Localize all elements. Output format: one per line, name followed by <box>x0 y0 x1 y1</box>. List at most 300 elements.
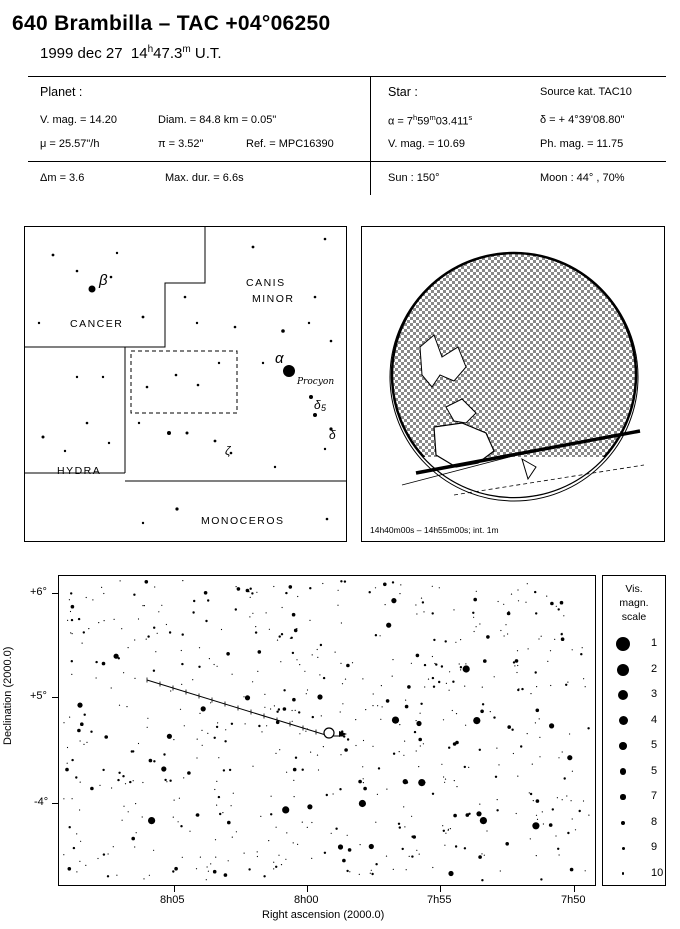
background-star <box>515 659 519 663</box>
background-star <box>282 806 289 813</box>
legend-row <box>603 658 679 682</box>
background-star <box>416 720 417 721</box>
background-star <box>432 677 434 679</box>
ytick-mark <box>52 803 58 804</box>
background-star <box>196 868 197 869</box>
background-star <box>285 859 286 860</box>
background-star <box>187 771 191 775</box>
background-star <box>252 766 253 767</box>
background-star <box>173 739 174 740</box>
background-star <box>103 853 105 855</box>
asteroid-track <box>147 680 345 736</box>
background-star <box>359 800 366 807</box>
background-star <box>70 592 72 594</box>
background-star <box>539 718 540 719</box>
ytick-6: +6° <box>30 586 47 598</box>
background-star <box>184 725 185 726</box>
background-star <box>420 703 422 705</box>
background-star <box>453 609 454 610</box>
background-star <box>448 829 449 830</box>
background-star <box>227 821 231 825</box>
background-star <box>200 857 201 858</box>
background-star <box>281 633 283 635</box>
background-star <box>583 678 584 679</box>
background-star <box>255 631 257 633</box>
background-star <box>563 615 564 616</box>
background-star <box>257 671 258 672</box>
background-star <box>249 616 250 617</box>
background-star <box>476 811 481 816</box>
background-star <box>63 854 64 855</box>
background-star <box>182 633 184 635</box>
background-star <box>126 706 127 707</box>
background-star <box>392 659 393 660</box>
background-star <box>276 827 277 828</box>
background-star <box>102 662 106 666</box>
background-star <box>588 815 589 816</box>
background-star <box>537 819 538 820</box>
background-star <box>407 685 411 689</box>
background-star <box>438 681 440 683</box>
background-star <box>215 857 216 858</box>
background-star <box>210 702 211 703</box>
background-star <box>321 715 322 716</box>
background-star <box>204 591 208 595</box>
background-star <box>359 874 360 875</box>
background-star <box>307 804 312 809</box>
background-star <box>218 757 219 758</box>
background-star <box>423 611 424 612</box>
background-star <box>233 793 234 794</box>
background-star <box>208 871 209 872</box>
background-star <box>278 708 280 710</box>
background-star <box>473 717 480 724</box>
legend-mag-label: 7 <box>651 790 658 802</box>
background-star <box>270 708 271 709</box>
legend-dot <box>620 768 626 774</box>
background-star <box>362 678 363 679</box>
background-star <box>273 586 274 587</box>
xtick-mark <box>174 886 175 892</box>
background-star <box>113 846 114 847</box>
background-star <box>507 612 511 616</box>
label-canis: CANIS <box>246 277 286 289</box>
background-star <box>172 870 174 872</box>
background-star <box>432 867 433 868</box>
background-star <box>166 624 167 625</box>
background-star <box>486 830 487 831</box>
planet-diameter: Diam. = 84.8 km = 0.05" <box>158 114 277 126</box>
background-star <box>80 841 81 842</box>
event-hours: 14 <box>130 45 148 62</box>
background-star <box>214 737 216 739</box>
background-star <box>419 854 420 855</box>
background-star <box>335 828 337 830</box>
background-star <box>530 693 531 694</box>
hours-unit: h <box>147 44 154 55</box>
background-star <box>500 630 501 631</box>
background-star <box>147 635 149 637</box>
background-star <box>296 659 297 660</box>
background-star <box>468 767 469 768</box>
background-star <box>102 769 104 771</box>
background-star <box>90 787 94 791</box>
background-star <box>399 751 400 752</box>
background-star <box>486 635 490 639</box>
background-star <box>443 719 444 720</box>
background-star <box>276 711 278 713</box>
background-star <box>567 682 568 683</box>
background-star <box>180 709 181 710</box>
background-star <box>527 583 528 584</box>
background-star <box>587 727 589 729</box>
background-star <box>182 857 183 858</box>
background-star <box>527 733 528 734</box>
background-star <box>144 605 145 606</box>
background-star <box>344 748 348 752</box>
background-star <box>393 753 395 755</box>
background-star <box>520 745 522 747</box>
background-star <box>406 869 407 870</box>
background-star <box>192 679 193 680</box>
background-star <box>481 879 483 881</box>
background-star <box>572 649 573 650</box>
background-star <box>347 835 348 836</box>
background-star <box>445 779 446 780</box>
background-star <box>464 766 466 768</box>
background-star <box>76 833 77 834</box>
background-star <box>207 866 208 867</box>
background-star <box>133 780 134 781</box>
background-star <box>164 779 166 781</box>
background-star <box>323 677 325 679</box>
background-star <box>455 642 456 643</box>
background-star <box>445 640 447 642</box>
background-star <box>80 782 81 783</box>
background-star <box>556 606 557 607</box>
background-star <box>517 776 518 777</box>
background-star <box>246 589 250 593</box>
background-star <box>282 607 283 608</box>
background-star <box>424 686 425 687</box>
background-star <box>540 878 542 880</box>
background-star <box>236 831 237 832</box>
star-alpha-sec: 03.411 <box>435 115 469 128</box>
background-star <box>312 654 313 655</box>
background-star <box>317 694 322 699</box>
star-beta-cancri <box>89 286 96 293</box>
star-chart <box>58 575 596 886</box>
background-star <box>495 776 497 778</box>
background-star <box>346 870 348 872</box>
background-star <box>498 601 499 602</box>
background-star <box>358 780 362 784</box>
legend-dot <box>622 872 624 874</box>
legend-dot <box>619 716 628 725</box>
minutes-unit: m <box>182 44 191 55</box>
background-star <box>206 879 207 880</box>
legend-dot <box>619 742 627 750</box>
background-star <box>443 776 444 777</box>
background-star <box>107 875 109 877</box>
background-star <box>558 608 560 610</box>
background-star <box>375 822 376 823</box>
background-star <box>565 684 567 686</box>
background-star <box>392 676 393 677</box>
background-star <box>202 745 203 746</box>
alpha-m-unit: m <box>429 113 436 122</box>
planet-motion: μ = 25.57"/h <box>40 138 100 150</box>
background-star <box>416 721 421 726</box>
background-star <box>289 585 293 589</box>
label-zeta: ζ <box>225 444 231 458</box>
background-star <box>275 753 276 754</box>
background-star <box>86 597 87 598</box>
star-phmag: Ph. mag. = 11.75 <box>540 138 624 150</box>
background-star <box>266 725 267 726</box>
legend-dot <box>620 794 625 799</box>
background-star <box>229 769 231 771</box>
background-star <box>84 714 86 716</box>
legend-row <box>603 836 679 860</box>
globe-map-svg <box>362 227 664 541</box>
background-star <box>386 699 390 703</box>
max-duration: Max. dur. = 6.6s <box>165 172 244 184</box>
background-star <box>264 707 265 708</box>
background-star <box>416 654 420 658</box>
background-star <box>142 816 143 817</box>
background-star <box>547 661 548 662</box>
background-star <box>405 705 409 709</box>
background-star <box>380 635 381 636</box>
background-star <box>71 619 73 621</box>
background-star <box>562 799 563 800</box>
background-star <box>360 844 361 845</box>
background-star <box>136 832 137 833</box>
background-star <box>399 593 400 594</box>
background-star <box>517 589 518 590</box>
background-star <box>420 713 421 714</box>
background-star <box>480 710 484 714</box>
background-star <box>411 836 413 838</box>
xtick-8h00: 8h00 <box>294 894 319 906</box>
background-star <box>342 683 343 684</box>
header-rule-mid <box>28 161 666 162</box>
background-star <box>452 681 454 683</box>
background-star <box>381 685 382 686</box>
background-star <box>432 586 433 587</box>
background-star <box>82 643 83 644</box>
background-star <box>312 716 314 718</box>
background-star <box>411 663 412 664</box>
background-star <box>326 794 328 796</box>
background-star <box>154 586 155 587</box>
background-star <box>344 580 346 582</box>
background-star <box>433 686 435 688</box>
background-star <box>449 690 450 691</box>
background-star <box>310 752 311 753</box>
background-star <box>294 629 298 633</box>
background-star <box>342 859 346 863</box>
background-star <box>143 878 144 879</box>
xtick-8h05: 8h05 <box>160 894 185 906</box>
background-star <box>174 800 175 801</box>
legend-row <box>603 785 679 809</box>
planet-heading: Planet : <box>40 85 83 99</box>
background-star <box>433 639 435 641</box>
background-star <box>530 838 531 839</box>
background-star <box>275 866 277 868</box>
background-star <box>218 796 220 798</box>
background-star <box>128 811 129 812</box>
legend-dot <box>617 664 629 676</box>
background-star <box>439 587 440 588</box>
background-star <box>207 733 208 734</box>
background-star <box>530 793 532 795</box>
background-star <box>273 868 274 869</box>
background-star <box>264 694 265 695</box>
legend-dot <box>616 637 630 651</box>
background-star <box>340 754 341 755</box>
background-star <box>403 755 404 756</box>
background-star <box>169 631 171 633</box>
background-star <box>355 745 356 746</box>
background-star <box>539 756 540 757</box>
background-star <box>277 640 278 641</box>
background-star <box>529 792 530 793</box>
background-star <box>180 825 182 827</box>
background-star <box>134 678 135 679</box>
background-star <box>347 738 349 740</box>
background-star <box>349 871 350 872</box>
background-star <box>173 817 174 818</box>
background-star <box>167 734 172 739</box>
background-star <box>225 729 226 730</box>
background-star <box>399 724 400 725</box>
background-star <box>243 696 244 697</box>
legend-mag-label: 5 <box>651 739 658 751</box>
background-star <box>385 604 386 605</box>
background-star <box>309 620 310 621</box>
background-star <box>317 649 318 650</box>
planet-reference: Ref. = MPC16390 <box>246 138 334 150</box>
background-star <box>318 769 319 770</box>
background-star <box>402 848 404 850</box>
background-star <box>292 652 294 654</box>
background-star <box>536 709 540 713</box>
background-star <box>224 740 226 742</box>
background-star <box>494 676 495 677</box>
background-star <box>400 584 401 585</box>
background-star <box>79 809 80 810</box>
background-star <box>278 855 279 856</box>
background-star <box>532 822 539 829</box>
background-star <box>418 779 425 786</box>
background-star <box>258 725 260 727</box>
background-star <box>129 781 131 783</box>
background-star <box>295 710 296 711</box>
background-star <box>473 598 477 602</box>
background-star <box>371 870 372 871</box>
background-star <box>323 746 324 747</box>
background-star <box>252 613 253 614</box>
legend-mag-label: 9 <box>651 841 658 853</box>
background-star <box>476 591 477 592</box>
legend-dot <box>621 821 625 825</box>
background-star <box>69 717 70 718</box>
background-star <box>532 764 533 765</box>
sun-elongation: Sun : 150° <box>388 172 440 184</box>
background-star <box>292 721 293 722</box>
background-star <box>146 639 147 640</box>
background-star <box>362 766 363 767</box>
background-star <box>280 661 281 662</box>
background-star <box>290 638 291 639</box>
background-star <box>514 665 515 666</box>
background-star <box>111 787 112 788</box>
background-star <box>365 709 366 710</box>
background-star <box>582 647 583 648</box>
background-star <box>181 650 182 651</box>
background-star <box>550 602 554 606</box>
background-star <box>542 811 543 812</box>
background-star <box>555 835 556 836</box>
background-star <box>286 772 287 773</box>
background-star <box>221 629 222 630</box>
background-star <box>214 789 215 790</box>
legend-dot <box>618 690 628 700</box>
star-chart-svg <box>59 576 595 885</box>
header-divider <box>370 77 371 195</box>
star-delta: δ = + 4°39'08.80" <box>540 114 625 126</box>
event-datetime <box>40 44 222 62</box>
background-star <box>216 805 217 806</box>
background-star <box>342 703 343 704</box>
legend-mag-label: 8 <box>651 815 658 828</box>
background-star <box>224 873 228 877</box>
background-star <box>73 847 75 849</box>
background-star <box>371 873 373 875</box>
background-star <box>559 854 560 855</box>
background-star <box>341 622 342 623</box>
legend-title-2: magn. <box>619 597 649 609</box>
background-star <box>90 731 92 733</box>
background-star <box>561 637 565 641</box>
background-star <box>77 703 82 708</box>
legend-mag-label: 3 <box>651 688 658 700</box>
background-star <box>189 831 190 832</box>
background-star <box>260 816 261 817</box>
background-star <box>423 743 424 744</box>
label-alpha: α <box>275 350 284 367</box>
background-star <box>460 639 461 640</box>
legend-mag-label: 5 <box>651 764 658 777</box>
background-star <box>479 623 480 624</box>
label-beta: β <box>99 272 108 289</box>
background-star <box>552 808 554 810</box>
background-star <box>363 740 364 741</box>
background-star <box>293 780 294 781</box>
background-star <box>161 766 166 771</box>
background-star <box>317 755 318 756</box>
background-star <box>302 822 303 823</box>
background-star <box>174 867 178 871</box>
x-axis-label: Right ascension (2000.0) <box>262 909 385 921</box>
ytick-mark <box>52 593 58 594</box>
background-star <box>256 592 257 593</box>
background-star <box>378 767 380 769</box>
background-star <box>421 598 422 599</box>
